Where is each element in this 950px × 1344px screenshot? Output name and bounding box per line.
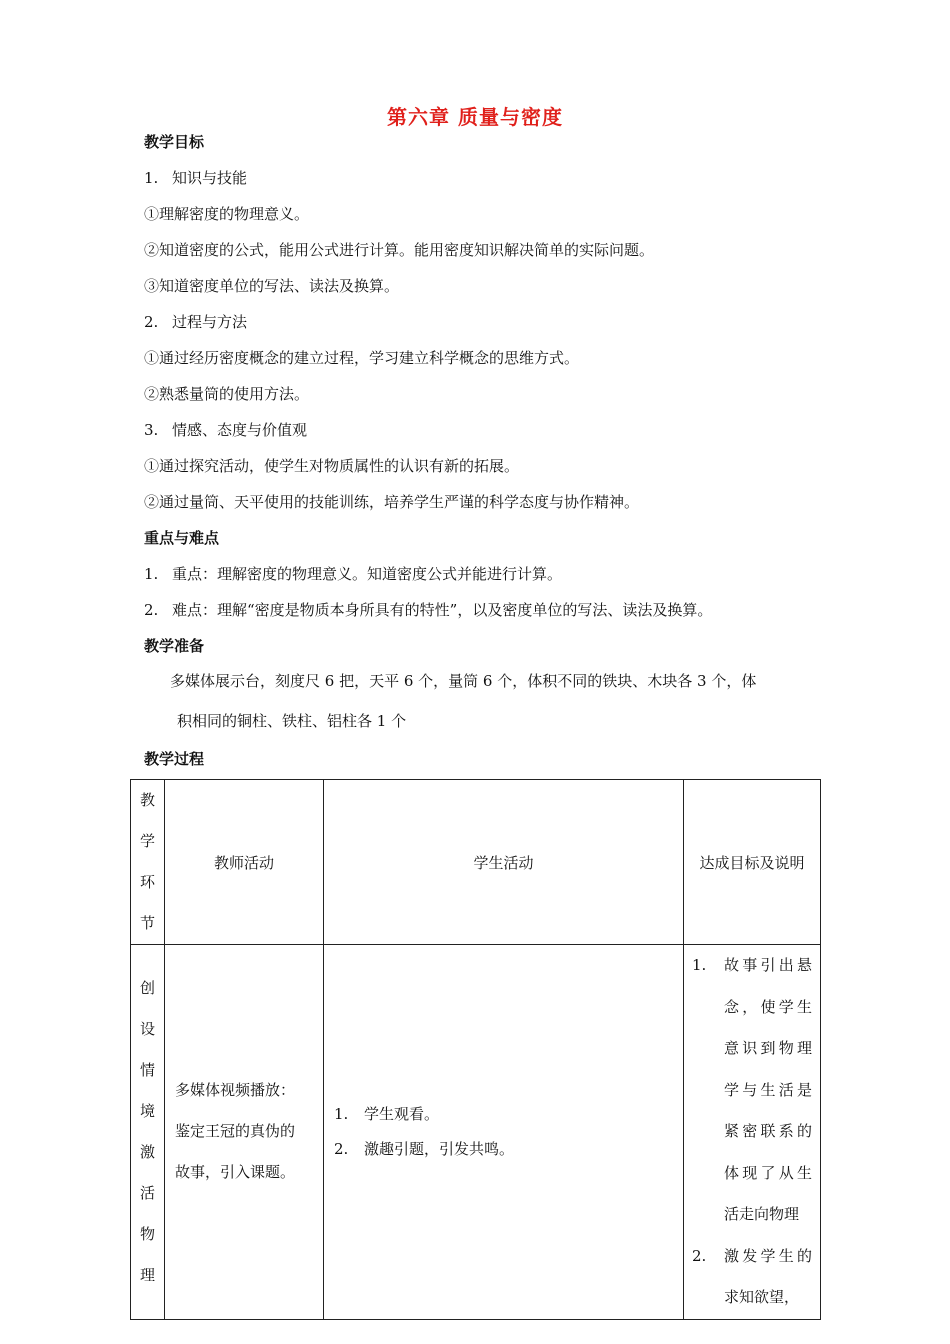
key-point-item	[144, 563, 562, 584]
key-point-text: 难点：理解“密度是物质本身所具有的特性”，以及密度单位的写法、读法及换算。	[172, 601, 713, 619]
header-goal: 达成目标及说明	[684, 780, 821, 945]
objectives-heading: 教学目标	[144, 133, 205, 151]
goal-item-text: 故事引出悬念，使学生意识到物理学与生活是紧密联系的体现了从生活走向物理	[724, 956, 812, 1223]
section-1-num: 1.	[144, 169, 159, 187]
list-item	[334, 1132, 673, 1167]
list-item-num: 2.	[334, 1139, 349, 1158]
list-item	[334, 1097, 673, 1132]
student-activity-list	[334, 1097, 673, 1167]
list-item-text: 学生观看。	[364, 1104, 440, 1123]
section-3-num: 3.	[144, 421, 159, 439]
objective-item: ②知道密度的公式，能用公式进行计算。能用密度知识解决简单的实际问题。	[144, 241, 655, 259]
preparation-line-2: 积相同的铜柱、铁柱、铝柱各 1 个	[177, 712, 407, 730]
teacher-activity-line: 故事，引入课题。	[175, 1163, 296, 1182]
stage-char: 活	[139, 1183, 155, 1202]
stage-char: 激	[139, 1142, 155, 1161]
header-stage	[131, 780, 165, 945]
stage-char: 物	[139, 1224, 155, 1243]
goal-item-text: 激发学生的求知欲望，	[724, 1246, 812, 1306]
stage-char: 创	[139, 978, 155, 997]
process-heading: 教学过程	[144, 750, 205, 768]
key-point-num: 2.	[144, 601, 159, 619]
preparation-heading: 教学准备	[144, 637, 205, 655]
section-2-num: 2.	[144, 313, 159, 331]
stage-char: 设	[139, 1019, 155, 1038]
goal-cell	[684, 945, 821, 1320]
teacher-activity-line: 鉴定王冠的真伪的	[175, 1122, 296, 1141]
list-item-num: 1.	[334, 1104, 349, 1123]
process-table	[130, 779, 821, 1320]
goal-item	[692, 1236, 812, 1319]
section-2-label: 过程与方法	[172, 313, 248, 331]
section-3-label: 情感、态度与价值观	[172, 421, 308, 439]
objective-item: ③知道密度单位的写法、读法及换算。	[144, 277, 400, 295]
header-stage-char: 环	[139, 873, 155, 891]
stage-cell	[131, 945, 165, 1320]
key-point-num: 1.	[144, 565, 159, 583]
table-row	[131, 945, 821, 1320]
table-header-row	[131, 780, 821, 945]
objective-item: ②熟悉量筒的使用方法。	[144, 385, 310, 403]
stage-char: 情	[139, 1060, 155, 1079]
key-point-item	[144, 599, 712, 620]
list-item-text: 激趣引题，引发共鸣。	[364, 1139, 515, 1158]
section-1-label: 知识与技能	[172, 169, 248, 187]
section-3-title	[144, 419, 307, 440]
page-title: 第六章 质量与密度	[387, 105, 563, 129]
student-activity-cell	[324, 945, 684, 1320]
header-stage-char: 学	[139, 832, 155, 850]
goal-item	[692, 945, 812, 1236]
goal-item-num: 2.	[692, 1246, 707, 1265]
header-teacher-activity: 教师活动	[165, 780, 324, 945]
objective-item: ②通过量筒、天平使用的技能训练，培养学生严谨的科学态度与协作精神。	[144, 493, 640, 511]
header-stage-char: 节	[139, 914, 155, 932]
preparation-line-1: 多媒体展示台，刻度尺 6 把，天平 6 个，量筒 6 个，体积不同的铁块、木块各 3 个，体	[170, 672, 757, 690]
teacher-activity-line: 多媒体视频播放：	[175, 1081, 296, 1100]
objective-item: ①通过经历密度概念的建立过程，学习建立科学概念的思维方式。	[144, 349, 580, 367]
stage-char: 理	[139, 1265, 155, 1284]
goal-item-num: 1.	[692, 956, 707, 974]
section-1-title	[144, 167, 247, 188]
section-2-title	[144, 311, 247, 332]
key-points-heading: 重点与难点	[144, 529, 220, 547]
teacher-activity-cell	[165, 945, 324, 1320]
objective-item: ①通过探究活动，使学生对物质属性的认识有新的拓展。	[144, 457, 520, 475]
stage-char: 境	[139, 1101, 155, 1120]
key-point-text: 重点：理解密度的物理意义。知道密度公式并能进行计算。	[172, 565, 563, 583]
objective-item: ①理解密度的物理意义。	[144, 205, 310, 223]
header-stage-char: 教	[139, 791, 155, 809]
header-student-activity: 学生活动	[324, 780, 684, 945]
